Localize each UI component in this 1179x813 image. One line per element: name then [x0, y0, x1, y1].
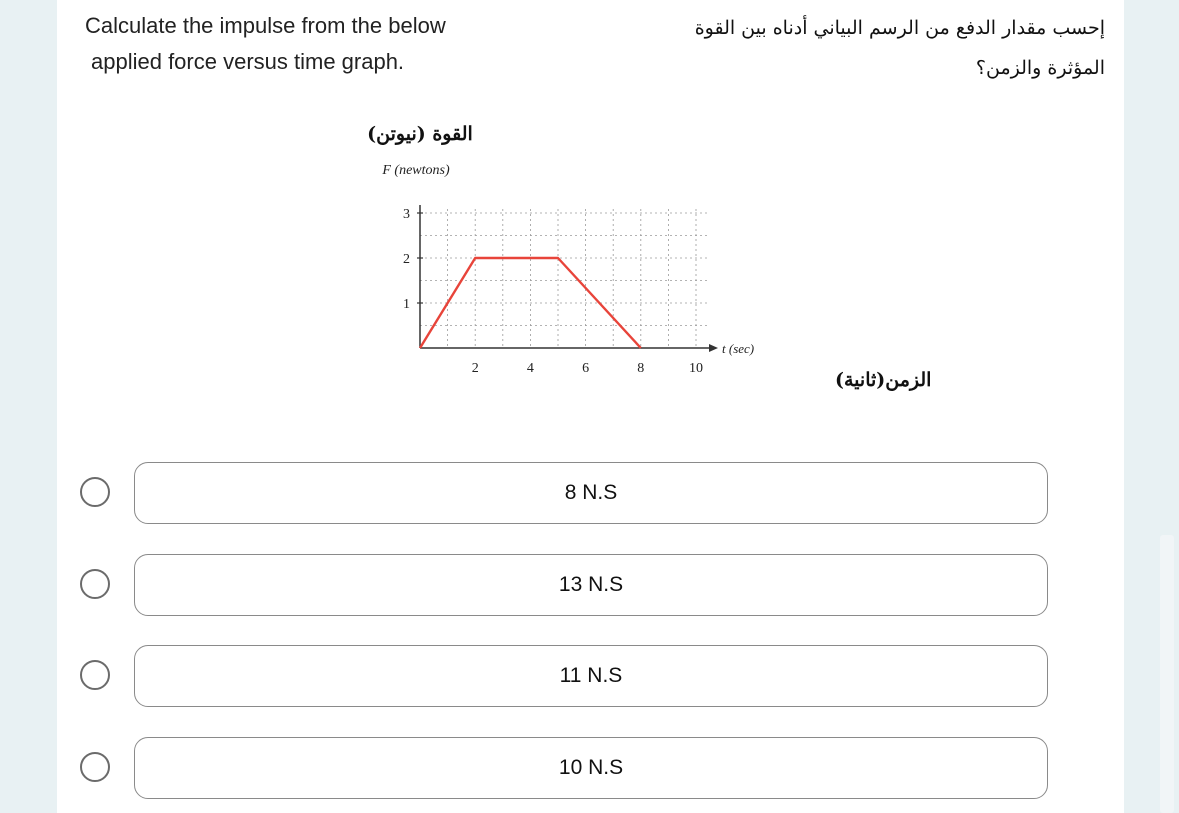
y-axis-label-arabic: القوة (نيوتن) — [367, 123, 473, 145]
option-button-3[interactable] — [134, 645, 1048, 707]
option-radio-4[interactable] — [80, 752, 110, 782]
option-label: 8 N.S — [564, 481, 618, 504]
x-axis-label-arabic: الزمن(ثانية) — [835, 369, 932, 391]
option-label: 11 N.S — [559, 664, 623, 687]
option-radio-1[interactable] — [80, 477, 110, 507]
option-radio-3[interactable] — [80, 660, 110, 690]
x-axis-arrow — [709, 344, 718, 352]
x-tick-label: 2 — [471, 361, 479, 376]
y-tick-label: 2 — [403, 252, 410, 267]
y-tick-label: 3 — [403, 207, 410, 222]
x-tick-label: 8 — [637, 361, 645, 376]
question-arabic-line-1: إحسب مقدار الدفع من الرسم البياني أدناه بين القوة — [694, 17, 1105, 39]
option-radio-2[interactable] — [80, 569, 110, 599]
y-axis-label: F (newtons) — [382, 163, 450, 178]
option-label: 10 N.S — [558, 756, 624, 779]
x-tick-label: 6 — [582, 361, 590, 376]
chart-ticks — [403, 207, 703, 376]
x-tick-label: 10 — [689, 361, 703, 376]
option-button-1[interactable] — [134, 462, 1048, 524]
option-button-4[interactable] — [134, 737, 1048, 799]
x-tick-label: 4 — [526, 361, 534, 376]
option-button-2[interactable] — [134, 554, 1048, 616]
question-line-1: Calculate the impulse from the below — [85, 13, 446, 38]
question-arabic-line-2: المؤثرة والزمن؟ — [975, 57, 1105, 79]
option-label: 13 N.S — [558, 573, 624, 596]
question-line-2: applied force versus time graph. — [91, 49, 405, 74]
x-axis-label: t (sec) — [722, 341, 755, 356]
y-tick-label: 1 — [403, 297, 410, 312]
